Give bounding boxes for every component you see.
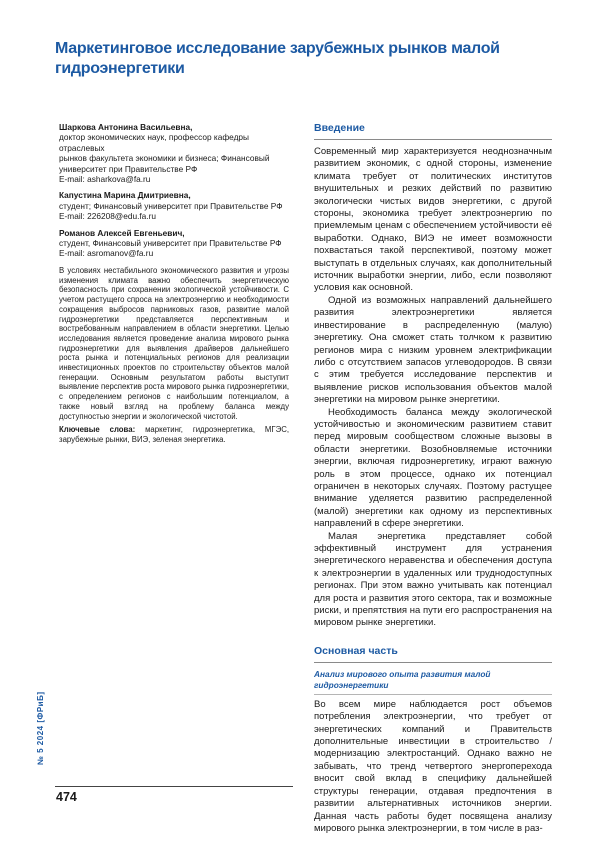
author-block xyxy=(59,122,289,265)
paragraph: Современный мир характеризуется неоднозначным развитием экономик, с одной стороны, изменение климата требует от политических институтов внушительных и резких действий по развитию экологически чистых видов энергетики, с другой стороны, экономика требует электроэнергию по приемлемым ценам с обеспечением устойчивости её выработки. Однако, ВИЭ не имеет возможности похвастаться такой перспективой, поэтому может выступать в отдельных случаях, как дополнительный источник выработки энергии, либо, если позволяют условия как основной. xyxy=(314,146,552,294)
author-affiliation-line: доктор экономических наук, профессор кафедры отраслевых xyxy=(59,132,250,153)
subsection-title: Анализ мирового опыта развития малой гидроэнергетики xyxy=(314,668,491,690)
keywords-text: маркетинг, гидроэнергетика, МГЭС, зарубежные рынки, ВИЭ, зеленая энергетика. xyxy=(59,425,289,444)
main-column xyxy=(314,122,552,835)
author-name: Шаркова Антонина Васильевна, xyxy=(59,122,193,132)
author-email: E-mail: asromanov@fa.ru xyxy=(59,248,154,259)
section-title-intro: Введение xyxy=(314,122,365,134)
paragraph: Одной из возможных направлений дальнейшего развития электроэнергетики является инвестирование в распределенную (малую) энергетику. Она сможет стать толчком к развитию регионов мира с низким уровнем электрификации либо с отсутствием запасов углеводородов. В связи с этим требуется исследование перспектив и выявление рисков использования объектов малой энергетики на мировом рынке энергетики. xyxy=(314,294,552,406)
author-email: E-mail: 226208@edu.fa.ru xyxy=(59,211,156,222)
paragraph: Во всем мире наблюдается рост объемов потребления электроэнергии, что требует от энергетических компаний и Правительств дополнительные инвестиции в строительство / модернизацию электростанций. Однако важно не забывать, что тренд четвертого энергоперехода вносит свой вклад в специфику дальнейшей структуры генерации, отдавая предпочтения в развитии альтернативных источников энергии. Данная часть работы будет посвящена анализу мирового рынка электроэнергии, в том числе в раз- xyxy=(314,698,552,834)
author-affiliation-line: студент, Финансовый университет при Правительстве РФ xyxy=(59,238,282,249)
author-entry xyxy=(59,122,289,184)
page-number: 474 xyxy=(56,790,77,804)
section-title-main: Основная часть xyxy=(314,644,398,657)
paragraph: Малая энергетика представляет собой эффективный инструмент для устранения энергетического неравенства и обеспечения доступа к электроэнергии в удаленных или труднодоступных регионах. При этом важно учитывать как потенциал для роста и развития этого сектора, так и возможные риски, и препятствия на пути его распространения на мировом рынке энергетики. xyxy=(314,530,552,629)
section-divider xyxy=(314,662,552,663)
article-title: Маркетинговое исследование зарубежных рынков малой гидроэнергетики xyxy=(55,40,500,77)
paragraph: Необходимость баланса между экологической устойчивостью и экономическим развитием ставит перед мировым сообществом сложные вызовы в области энергетики. Возобновляемые источники энергии, включая гидроэнергетику, играют важную роль в этом процессе, однако их потенциал ограничен в некоторых случаях. Поэтому растущее внимание уделяется развитию распределенной (малой) энергетики как одному из перспективных направлений в сфере энергетики. xyxy=(314,406,552,530)
author-entry xyxy=(59,190,289,221)
author-name: Капустина Марина Дмитриевна, xyxy=(59,190,191,201)
footer-divider xyxy=(55,786,293,787)
keywords-label: Ключевые слова: xyxy=(59,425,136,434)
keywords xyxy=(59,425,289,444)
author-affiliation-line: рынков факультета экономики и бизнеса; Финансовый xyxy=(59,153,270,164)
author-email: E-mail: asharkova@fa.ru xyxy=(59,174,151,185)
journal-issue-label: № 5 2024 [ФРиБ] xyxy=(36,691,45,765)
author-affiliation-line: студент; Финансовый университет при Правительстве РФ xyxy=(59,200,283,211)
author-name: Романов Алексей Евгеньевич, xyxy=(59,227,185,238)
author-affiliation-line: университет при Правительстве РФ xyxy=(59,163,198,174)
abstract: В условиях нестабильного экономического развития и угрозы изменения климата важно обеспечить энергетическую безопасность при сохранении экологической устойчивости. С учетом растущего спроса на электроэнергию и необходимости сокращения выбросов парниковых газов, развитие малой гидроэнергетики представляется перспективным и востребованным направлением в области энергетики. Целью исследования является проведение анализа мирового рынка гидроэнергетики для выявления драйверов дальнейшего роста рынка и потенциальных регионов для реализации инвестиционных проектов по строительству объектов малой генерации. Основным результатом работы выступит выявление перспектив роста мирового рынка гидроэнергетики, с определением регионов с наибольшим потенциалом, а также новый взгляд на проблему баланса между доступностью энергии и экологической чистотой. xyxy=(59,266,289,421)
author-entry xyxy=(59,228,289,259)
